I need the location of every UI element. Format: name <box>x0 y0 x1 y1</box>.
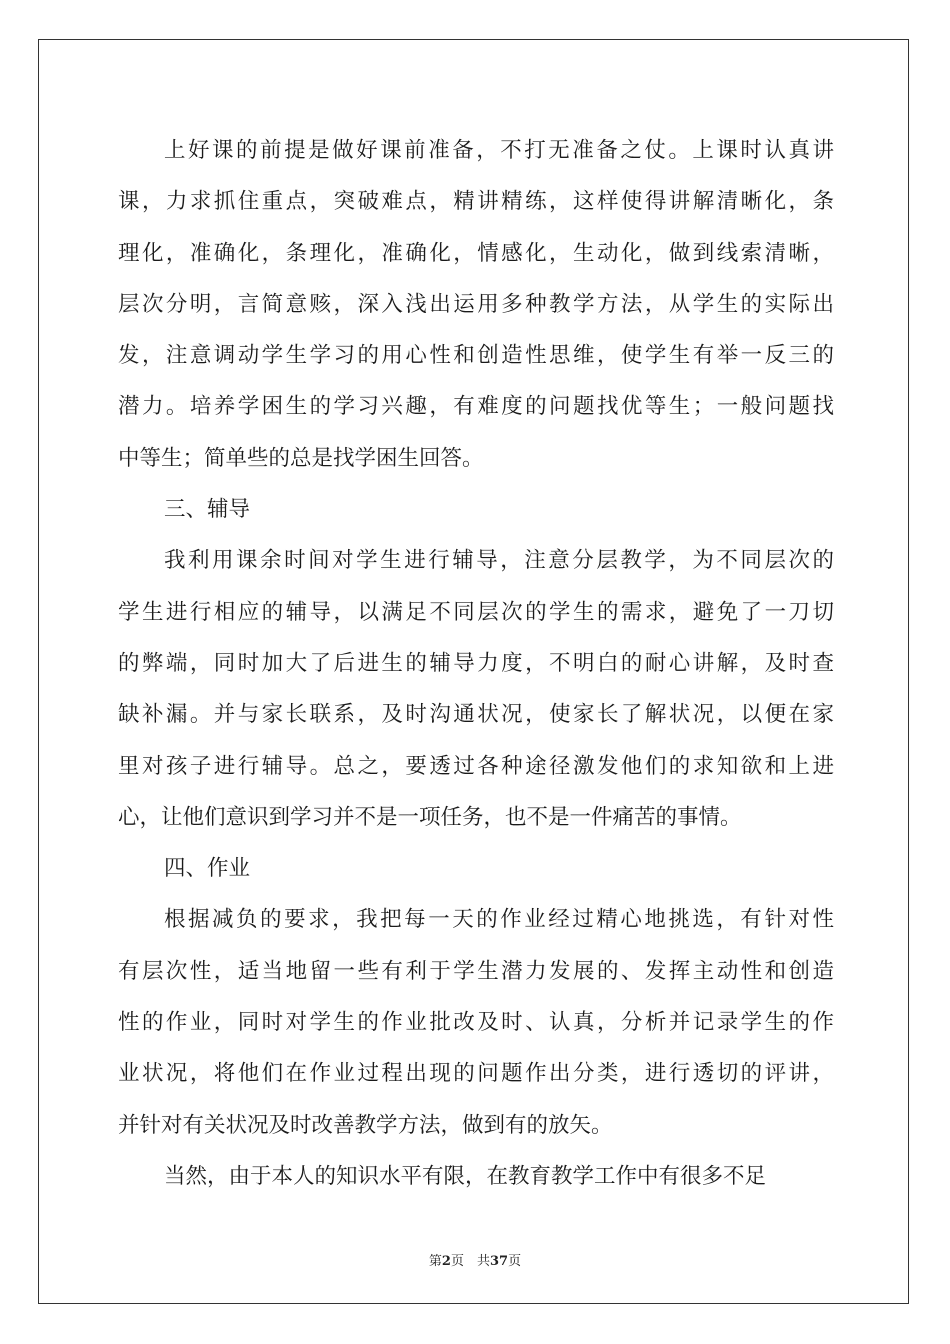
paragraph <box>118 1151 834 1202</box>
text-line: 层次分明，言简意赅，深入浅出运用多种教学方法，从学生的实际出 <box>118 291 834 317</box>
paragraph <box>118 535 834 843</box>
text-line: 的弊端，同时加大了后进生的辅导力度，不明白的耐心讲解，及时查 <box>118 650 834 676</box>
text-line: 有层次性，适当地留一些有利于学生潜力发展的、发挥主动性和创造 <box>118 958 834 984</box>
footer-suffix: 页 <box>508 1254 522 1269</box>
section-heading: 三、辅导 <box>164 497 251 523</box>
text-line: 中等生；简单些的总是找学困生回答。 <box>118 445 484 471</box>
text-line: 缺补漏。并与家长联系，及时沟通状况，使家长了解状况，以便在家 <box>118 702 834 728</box>
text-line: 根据减负的要求，我把每一天的作业经过精心地挑选，有针对性 <box>164 907 834 933</box>
text-line: 性的作业，同时对学生的作业批改及时、认真，分析并记录学生的作 <box>118 1010 834 1036</box>
current-page-number: 2 <box>441 1254 451 1269</box>
text-line: 心，让他们意识到学习并不是一项任务，也不是一件痛苦的事情。 <box>118 804 742 830</box>
footer-prefix: 第 <box>428 1254 442 1269</box>
document-body <box>118 125 834 1202</box>
paragraph <box>118 894 834 1150</box>
section-heading: 四、作业 <box>164 856 251 882</box>
text-line: 里对孩子进行辅导。总之，要透过各种途径激发他们的求知欲和上进 <box>118 753 834 779</box>
total-page-number: 37 <box>489 1254 509 1269</box>
text-line: 并针对有关状况及时改善教学方法，做到有的放矢。 <box>118 1112 613 1138</box>
text-line: 潜力。培养学困生的学习兴趣，有难度的问题找优等生；一般问题找 <box>118 394 834 420</box>
text-line: 学生进行相应的辅导，以满足不同层次的学生的需求，避免了一刀切 <box>118 599 834 625</box>
page-footer <box>0 1250 950 1269</box>
text-line: 我利用课余时间对学生进行辅导，注意分层教学，为不同层次的 <box>164 548 834 574</box>
paragraph <box>118 125 834 484</box>
text-line: 理化，准确化，条理化，准确化，情感化，生动化，做到线索清晰， <box>118 240 834 266</box>
text-line: 当然，由于本人的知识水平有限，在教育教学工作中有很多不足 <box>164 1163 767 1189</box>
text-line: 上好课的前提是做好课前准备，不打无准备之仗。上课时认真讲 <box>164 138 834 163</box>
text-line: 业状况，将他们在作业过程出现的问题作出分类，进行透切的评讲， <box>118 1061 834 1087</box>
text-line: 发，注意调动学生学习的用心性和创造性思维，使学生有举一反三的 <box>118 343 834 369</box>
text-line: 课，力求抓住重点，突破难点，精讲精练，这样使得讲解清晰化，条 <box>118 189 834 215</box>
footer-mid: 页 共 <box>450 1254 490 1269</box>
